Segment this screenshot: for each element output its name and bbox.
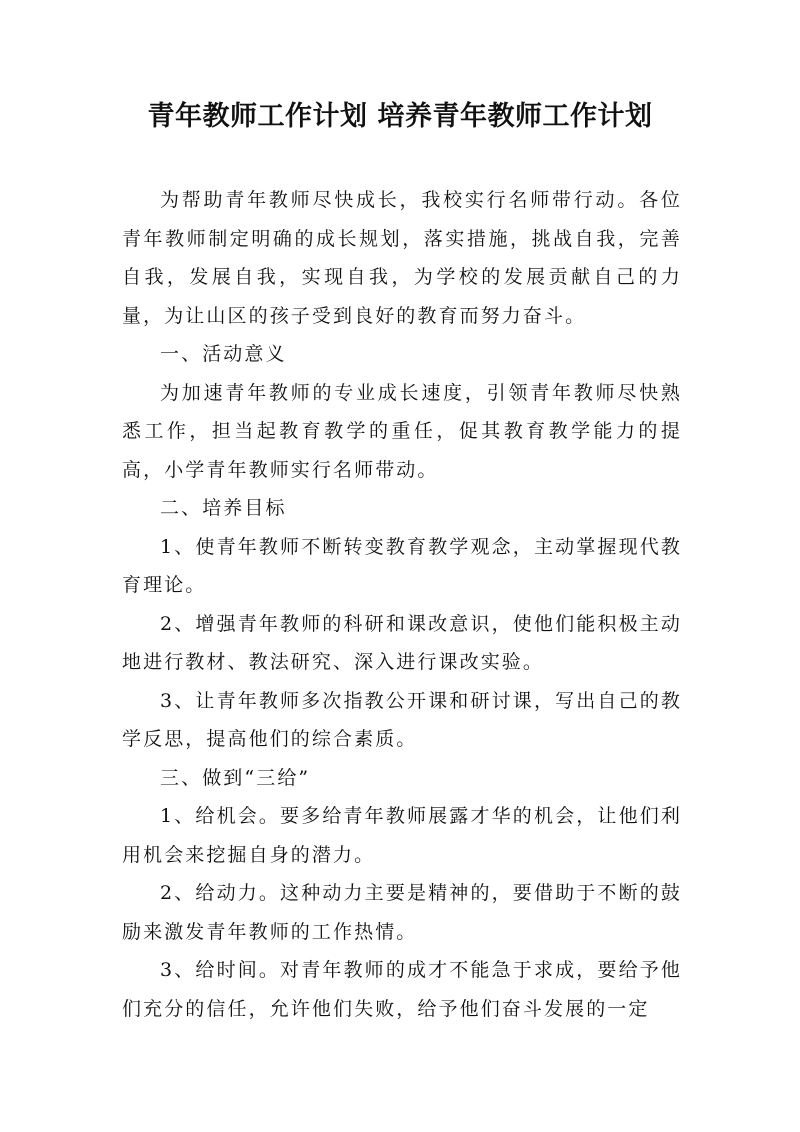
paragraph-activity-meaning: 为加速青年教师的专业成长速度，引领青年教师尽快熟悉工作，担当起教育教学的重任，促其教育教学能力的提高，小学青年教师实行名师带动。	[122, 381, 682, 481]
document-body	[122, 181, 682, 1028]
paragraph-goal-2: 2、增强青年教师的科研和课改意识，使他们能积极主动地进行教材、教法研究、深入进行课改实验。	[122, 612, 682, 673]
paragraph-give-2: 2、给动力。这种动力主要是精神的，要借助于不断的鼓励来激发青年教师的工作热情。	[122, 882, 682, 943]
paragraph-give-1: 1、给机会。要多给青年教师展露才华的机会，让他们利用机会来挖掘自身的潜力。	[122, 805, 682, 866]
paragraph-goal-1: 1、使青年教师不断转变教育教学观念，主动掌握现代教育理论。	[122, 535, 682, 596]
paragraph-give-3: 3、给时间。对青年教师的成才不能急于求成，要给予他们充分的信任，允许他们失败，给予他们奋斗发展的一定	[122, 959, 682, 1020]
paragraph-goal-3: 3、让青年教师多次指教公开课和研讨课，写出自己的教学反思，提高他们的综合素质。	[122, 689, 682, 750]
paragraph-intro: 为帮助青年教师尽快成长，我校实行名师带行动。各位青年教师制定明确的成长规划，落实措施，挑战自我，完善自我，发展自我，实现自我，为学校的发展贡献自己的力量，为让山区的孩子受到良好的教育而努力奋斗。	[122, 189, 682, 327]
document-title: 青年教师工作计划 培养青年教师工作计划	[147, 101, 653, 132]
section-heading-training-goals: 二、培养目标	[160, 497, 287, 519]
section-heading-three-gives: 三、做到“三给”	[160, 766, 311, 789]
section-heading-activity-meaning: 一、活动意义	[160, 343, 287, 365]
